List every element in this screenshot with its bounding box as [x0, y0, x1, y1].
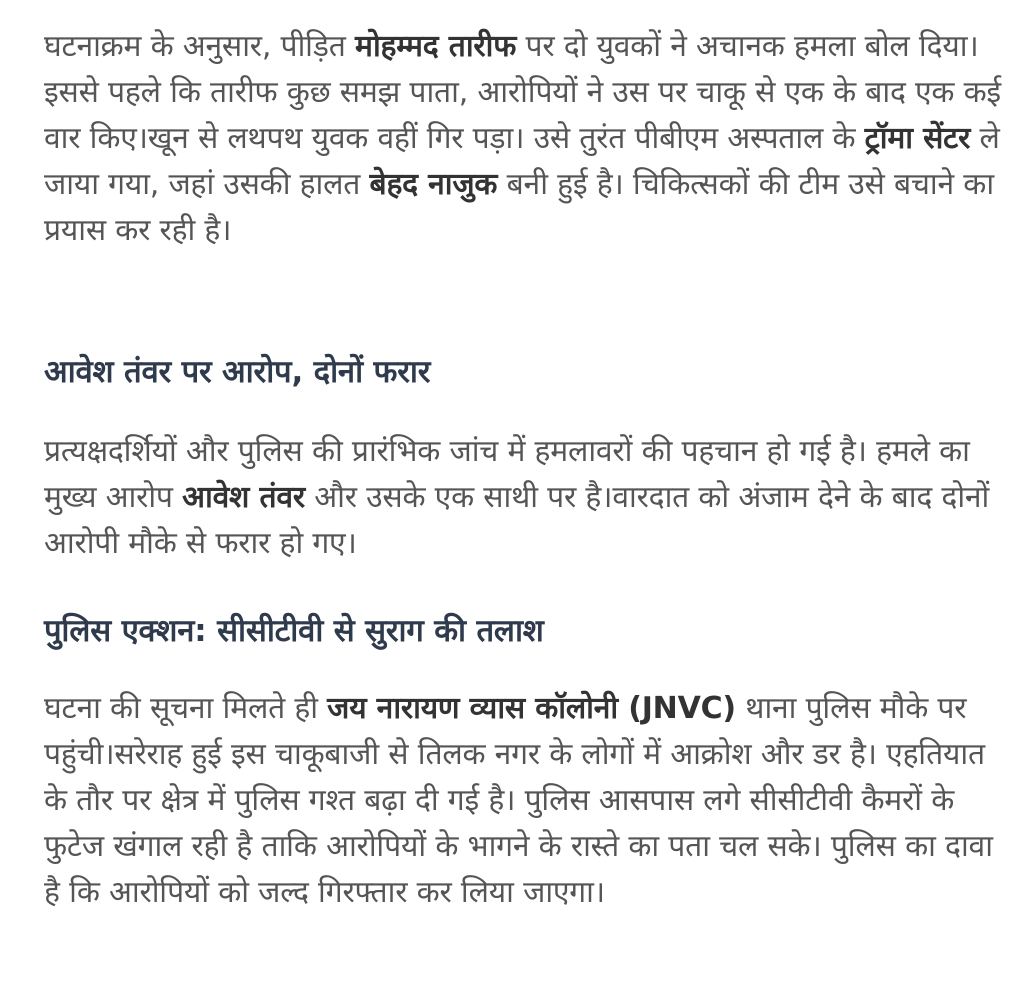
accused-name: आवेश तंवर	[182, 480, 305, 515]
paragraph-police-action	[44, 686, 1004, 916]
condition-critical: बेहद नाजुक	[369, 167, 498, 202]
paragraph-text: थाना पुलिस मौके पर पहुंची।सरेराह हुई इस चाकूबाजी से तिलक नगर के लोगों में आक्रोश और डर है। एहतियात के तौर पर क्षेत्र में पुलिस गश्त बढ़ा दी गई है। पुलिस आसपास लगे सीसीटीवी कैमरों के फुटेज खंगाल रही है ताकि आरोपियों के भागने के रास्ते का पता चल सके। पुलिस का दावा है कि आरोपियों को जल्द गिरफ्तार कर लिया जाएगा।	[44, 691, 993, 910]
paragraph-text: पर दो युवकों ने अचानक हमला बोल दिया। इससे पहले कि तारीफ कुछ समझ पाता, आरोपियों ने उस पर चाकू से एक के बाद एक कई वार किए।खून से लथपथ युवक वहीं गिर पड़ा। उसे तुरंत पीबीएम अस्पताल के	[44, 29, 1001, 156]
police-station-name: जय नारायण व्यास कॉलोनी (JNVC)	[327, 691, 736, 726]
trauma-center: ट्रॉमा सेंटर	[864, 121, 971, 156]
paragraph-text: घटनाक्रम के अनुसार, पीड़ित	[44, 29, 355, 64]
paragraph-text: बनी हुई है। चिकित्सकों की टीम उसे बचाने का प्रयास कर रही है।	[44, 167, 994, 248]
paragraph-text: प्रत्यक्षदर्शियों और पुलिस की प्रारंभिक जांच में हमलावरों की पहचान हो गई है। हमले का मुख्य आरोप	[44, 434, 970, 515]
paragraph-text: ले जाया गया, जहां उसकी हालत	[44, 121, 1000, 202]
section-heading-police-action: पुलिस एक्शन: सीसीटीवी से सुराग की तलाश	[44, 613, 544, 649]
section-heading-accused: आवेश तंवर पर आरोप, दोनों फरार	[44, 354, 431, 390]
paragraph-incident	[44, 24, 1004, 254]
victim-name: मोहम्मद तारीफ	[355, 29, 517, 64]
paragraph-text: और उसके एक साथी पर है।वारदात को अंजाम देने के बाद दोनों आरोपी मौके से फरार हो गए।	[44, 480, 990, 561]
paragraph-text: घटना की सूचना मिलते ही	[44, 691, 328, 726]
paragraph-accused	[44, 429, 1004, 567]
